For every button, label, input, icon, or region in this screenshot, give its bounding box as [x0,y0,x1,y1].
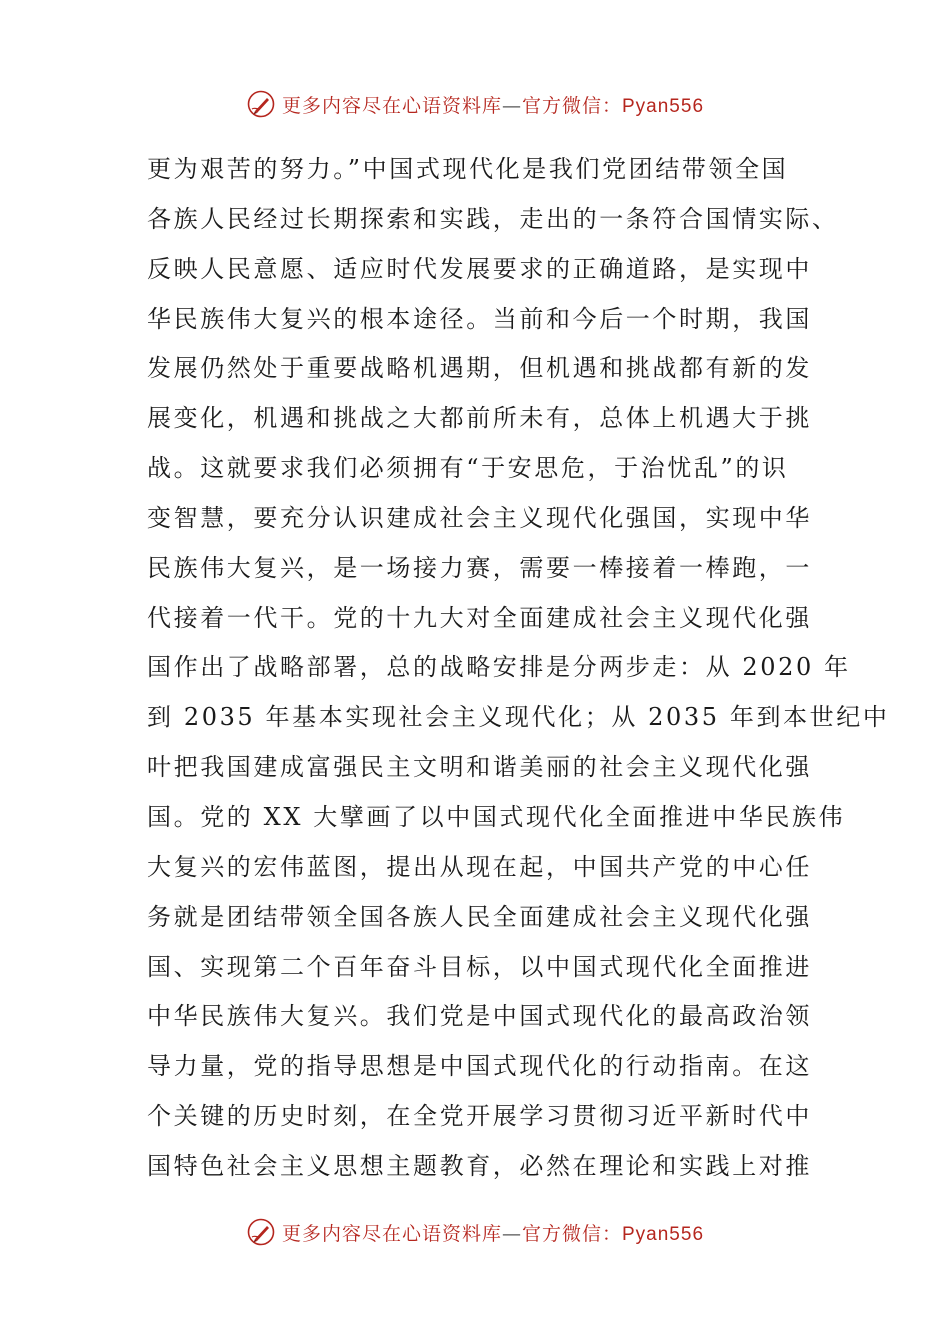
body-line: 导力量，党的指导思想是中国式现代化的行动指南。在这 [147,1052,812,1081]
banner-account-id: Pyan556 [622,95,705,117]
body-line: 国、实现第二个百年奋斗目标，以中国式现代化全面推进 [147,952,812,981]
document-body [147,145,890,1192]
body-line: 发展仍然处于重要战略机遇期，但机遇和挑战都有新的发 [147,354,812,383]
pen-logo-icon [246,89,276,119]
banner-separator: — [501,94,522,117]
body-line: 到 2035 年基本实现社会主义现代化；从 2035 年到本世纪中 [147,703,890,732]
body-line: 务就是团结带领全国各族人民全面建成社会主义现代化强 [147,902,812,931]
body-line: 代接着一代干。党的十九大对全面建成社会主义现代化强 [147,603,812,632]
body-line: 个关键的历史时刻，在全党开展学习贯彻习近平新时代中 [147,1102,812,1131]
banner-account-label: 官方微信： [521,1222,622,1245]
pen-logo-icon [246,1217,276,1247]
banner-text [282,1219,704,1246]
body-line: 变智慧，要充分认识建成社会主义现代化强国，实现中华 [147,503,812,532]
body-line: 大复兴的宏伟蓝图，提出从现在起，中国共产党的中心任 [147,852,812,881]
header-banner [0,84,950,124]
body-line: 展变化，机遇和挑战之大都前所未有，总体上机遇大于挑 [147,404,812,433]
footer-banner [0,1212,950,1252]
body-line: 国作出了战略部署，总的战略安排是分两步走：从 2020 年 [147,653,851,682]
body-line: 反映人民意愿、适应时代发展要求的正确道路，是实现中 [147,254,812,283]
body-line: 各族人民经过长期探索和实践，走出的一条符合国情实际、 [147,204,839,233]
body-line: 战。这就要求我们必须拥有“于安思危，于治忧乱”的识 [147,454,789,483]
body-line: 国。党的 XX 大擘画了以中国式现代化全面推进中华民族伟 [147,802,846,831]
banner-separator: — [501,1222,522,1245]
banner-main-text: 更多内容尽在心语资料库 [281,94,502,117]
body-line: 国特色社会主义思想主题教育，必然在理论和实践上对推 [147,1151,812,1180]
body-line: 更为艰苦的努力。”中国式现代化是我们党团结带领全国 [147,155,789,183]
body-line: 中华民族伟大复兴。我们党是中国式现代化的最高政治领 [147,1002,812,1031]
body-line: 华民族伟大复兴的根本途径。当前和今后一个时期，我国 [147,304,812,333]
banner-account-id: Pyan556 [622,1223,705,1245]
body-line: 民族伟大复兴，是一场接力赛，需要一棒接着一棒跑，一 [147,553,812,582]
banner-text [282,91,704,118]
banner-main-text: 更多内容尽在心语资料库 [281,1222,502,1245]
body-line: 叶把我国建成富强民主文明和谐美丽的社会主义现代化强 [147,753,812,782]
banner-account-label: 官方微信： [521,94,622,117]
